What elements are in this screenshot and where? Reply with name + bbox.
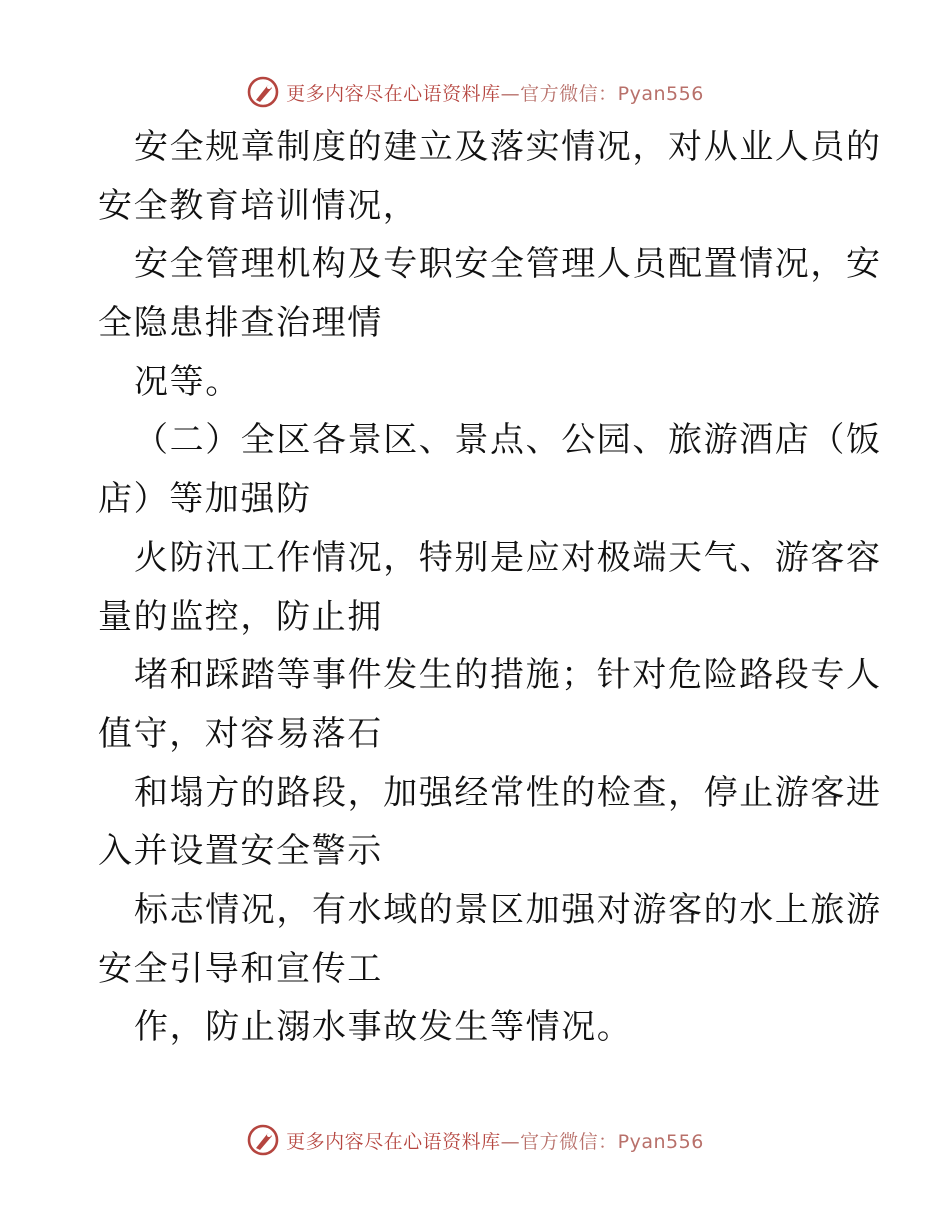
- text-line: 作，防止溺水事故发生等情况。: [134, 1007, 633, 1048]
- text-line: 量的监控，防止拥: [98, 596, 383, 637]
- text-line: 安全规章制度的建立及落实情况，对从业人员的: [134, 127, 882, 167]
- banner-text: 更多内容尽在心语资料库—官方微信：Pyan556: [286, 1130, 704, 1153]
- text-line: 安全教育培训情况，: [98, 185, 419, 226]
- pen-nib-logo-icon: [246, 1123, 280, 1157]
- footer-banner: [0, 1120, 950, 1160]
- text-line: 全隐患排查治理情: [98, 303, 383, 344]
- text-line: 店）等加强防: [98, 479, 312, 520]
- text-line: 标志情况，有水域的景区加强对游客的水上旅游: [134, 889, 882, 930]
- pen-nib-logo-icon: [246, 75, 280, 109]
- text-line: 入并设置安全警示: [98, 831, 383, 872]
- header-banner: [0, 72, 950, 112]
- text-line: 安全管理机构及专职安全管理人员配置情况，安: [134, 244, 882, 285]
- text-line: 和塌方的路段，加强经常性的检查，停止游客进: [134, 772, 882, 813]
- text-line: 火防汛工作情况，特别是应对极端天气、游客容: [134, 537, 882, 578]
- banner-text: 更多内容尽在心语资料库—官方微信：Pyan556: [286, 82, 704, 105]
- text-line: 堵和踩踏等事件发生的措施；针对危险路段专人: [134, 655, 882, 696]
- text-line: （二）全区各景区、景点、公园、旅游酒店（饭: [134, 420, 882, 461]
- text-line: 安全引导和宣传工: [98, 948, 383, 989]
- text-line: 况等。: [134, 361, 241, 402]
- text-line: 值守，对容易落石: [98, 713, 383, 754]
- document-body: [98, 118, 882, 1057]
